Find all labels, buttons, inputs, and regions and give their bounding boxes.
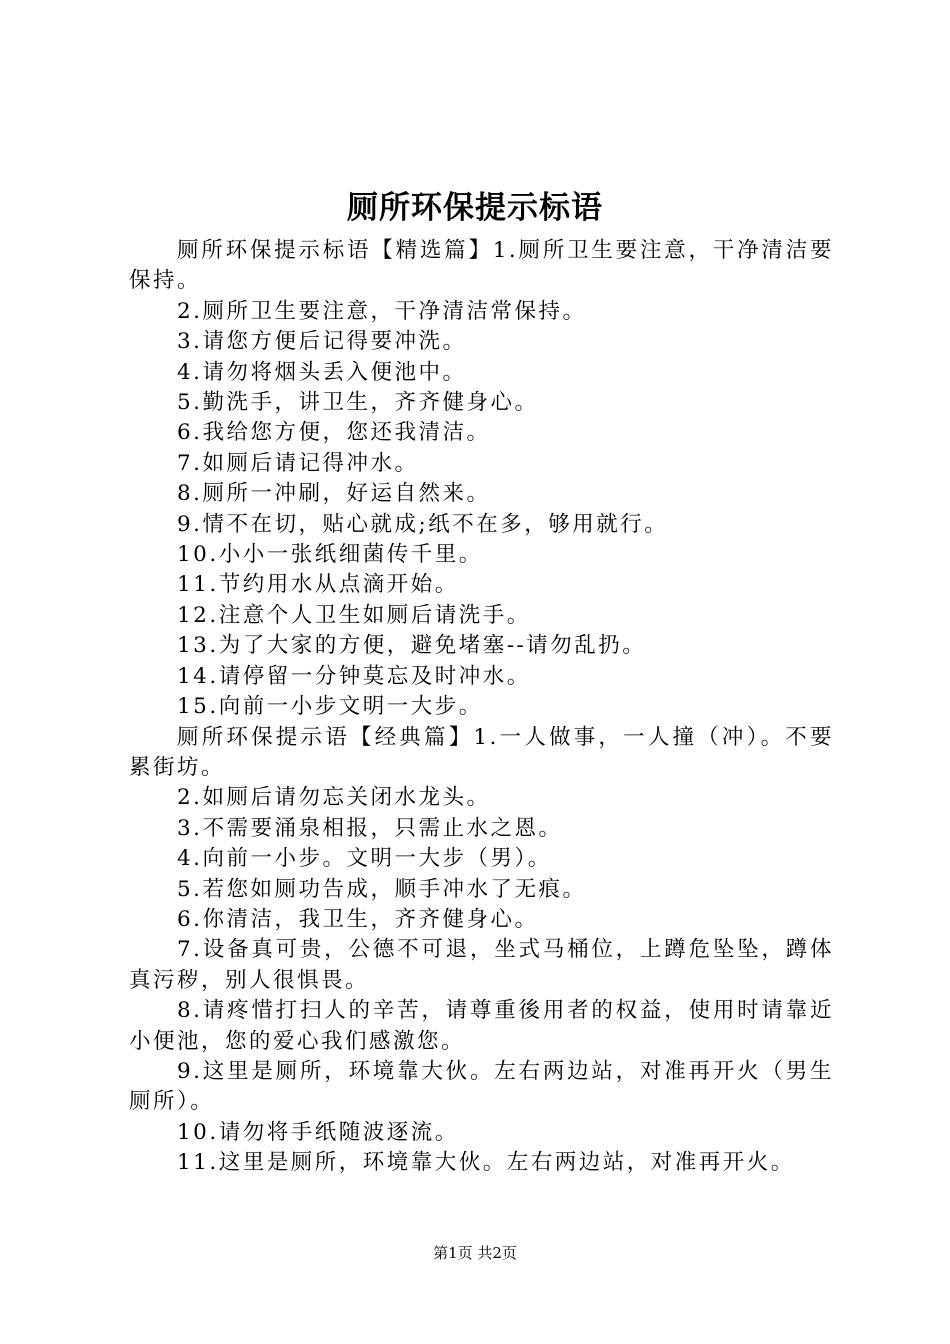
paragraph: 6.你清洁，我卫生，齐齐健身心。 <box>177 906 539 932</box>
paragraph: 4.向前一小步。文明一大步（男）。 <box>177 846 552 872</box>
paragraph: 3.请您方便后记得要冲洗。 <box>177 329 467 355</box>
paragraph: 5.勤洗手，讲卫生，齐齐健身心。 <box>177 390 539 416</box>
paragraph: 9.这里是厕所，环境靠大伙。左右两边站，对准再开火（男生厕所）。 <box>129 1058 834 1115</box>
paragraph: 11.节约用水从点滴开始。 <box>177 572 459 598</box>
paragraph: 10.请勿将手纸随波逐流。 <box>177 1119 459 1145</box>
paragraph: 15.向前一小步文明一大步。 <box>177 694 483 720</box>
paragraph: 2.厕所卫生要注意，干净清洁常保持。 <box>177 298 587 324</box>
paragraph: 11.这里是厕所，环境靠大伙。左右两边站，对准再开火。 <box>177 1150 795 1176</box>
paragraph: 厕所环保提示标语【精选篇】1.厕所卫生要注意，干净清洁要保持。 <box>129 238 834 294</box>
paragraph: 3.不需要涌泉相报，只需止水之恩。 <box>177 815 563 841</box>
paragraph: 9.情不在切，贴心就成;纸不在多，够用就行。 <box>177 511 669 537</box>
paragraph: 4.请勿将烟头丢入便池中。 <box>177 359 467 385</box>
paragraph: 10.小小一张纸细菌传千里。 <box>177 542 483 568</box>
paragraph: 12.注意个人卫生如厕后请洗手。 <box>177 602 531 628</box>
paragraph: 13.为了大家的方便，避免堵塞--请勿乱扔。 <box>177 633 647 659</box>
paragraph: 2.如厕后请勿忘关闭水龙头。 <box>177 785 491 811</box>
paragraph: 5.若您如厕功告成，顺手冲水了无痕。 <box>177 876 587 902</box>
paragraph: 厕所环保提示语【经典篇】1.一人做事，一人撞（冲）。不要累街坊。 <box>129 724 834 780</box>
paragraph: 7.如厕后请记得冲水。 <box>177 450 419 476</box>
paragraph: 6.我给您方便，您还我清洁。 <box>177 420 491 446</box>
page-footer: 第1页 共2页 <box>433 1244 517 1262</box>
paragraph: 7.设备真可贵，公德不可退，坐式马桶位，上蹲危坠坠，蹲体真污秽，别人很惧畏。 <box>129 937 834 993</box>
document-body <box>129 236 834 1179</box>
page-title: 厕所环保提示标语 <box>347 190 603 226</box>
paragraph: 8.请疼惜打扫人的辛苦，请尊重後用者的权益，使用时请靠近小便池，您的爱心我们感激您。 <box>129 998 834 1054</box>
paragraph: 14.请停留一分钟莫忘及时冲水。 <box>177 663 531 689</box>
paragraph: 8.厕所一冲刷，好运自然来。 <box>177 481 491 507</box>
